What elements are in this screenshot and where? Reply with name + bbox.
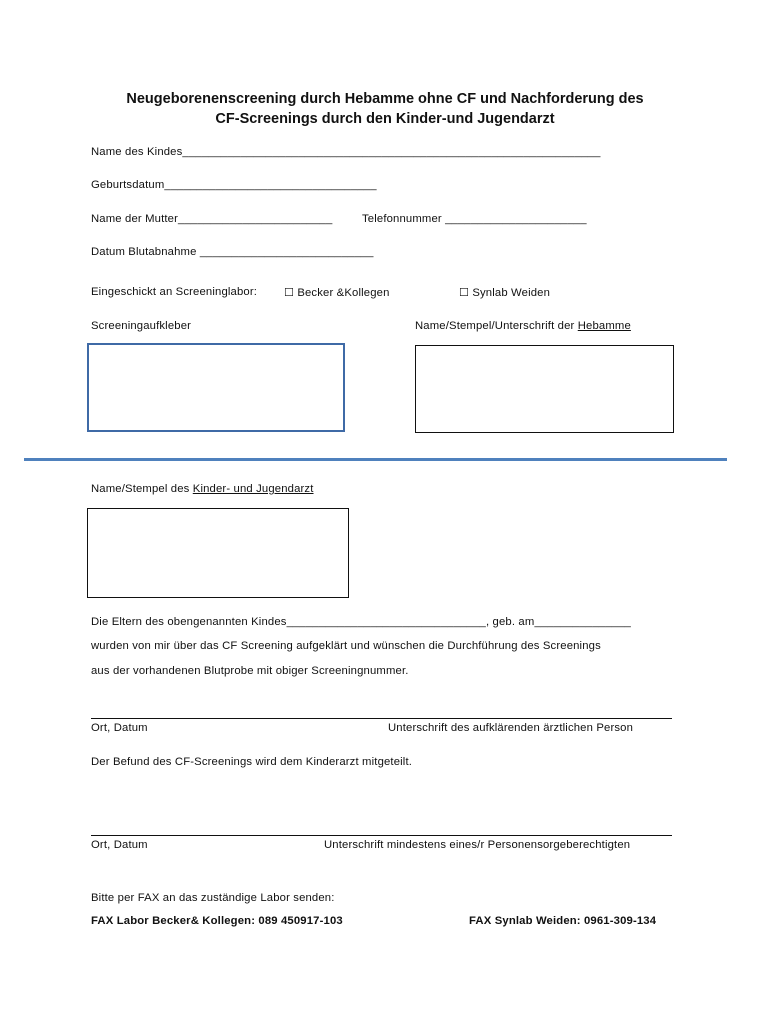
signature-line-2[interactable] (91, 835, 672, 836)
mother-name-field[interactable] (91, 213, 332, 225)
midwife-label (415, 320, 631, 332)
lab-option-synlab-label: Synlab Weiden (472, 287, 551, 299)
phone-label: Telefonnummer (362, 213, 442, 225)
sig1-place-date: Ort, Datum (91, 722, 148, 734)
sig1-signature-label: Unterschrift des aufklärenden ärztlichen Person (388, 722, 634, 734)
midwife-stamp-box[interactable] (415, 345, 674, 433)
blood-date-blank[interactable]: ___________________________ (199, 246, 374, 258)
birth-date-label: Geburtsdatum (91, 179, 165, 191)
phone-blank[interactable]: ______________________ (445, 213, 587, 225)
form-title-line-1: Neugeborenenscreening durch Hebamme ohne CF und Nachforderung des (126, 91, 644, 107)
child-name-field[interactable] (91, 146, 601, 158)
child-name-label: Name des Kindes (91, 146, 183, 158)
doctor-label (91, 483, 314, 495)
signature-line-1[interactable] (91, 718, 672, 719)
consent-line-1-b: , geb. am (485, 616, 535, 628)
midwife-label-underlined: Hebamme (577, 320, 631, 332)
fax-becker: FAX Labor Becker& Kollegen: 089 450917-103 (91, 915, 343, 927)
doctor-label-underlined: Kinder- und Jugendarzt (192, 483, 314, 495)
mother-name-blank[interactable]: ________________________ (178, 213, 333, 225)
midwife-label-text: Name/Stempel/Unterschrift der (415, 320, 575, 332)
checkbox-icon[interactable]: ☐ (284, 286, 295, 299)
fax-synlab: FAX Synlab Weiden: 0961-309-134 (469, 915, 657, 927)
consent-line-1[interactable] (91, 616, 631, 628)
lab-option-becker[interactable] (284, 286, 390, 299)
doctor-stamp-box[interactable] (87, 508, 349, 598)
lab-label: Eingeschickt an Screeninglabor: (91, 286, 258, 298)
consent-line-1-a: Die Eltern des obengenannten Kindes (91, 616, 287, 628)
result-note: Der Befund des CF-Screenings wird dem Kinderarzt mitgeteilt. (91, 756, 413, 768)
lab-option-becker-label: Becker &Kollegen (297, 287, 390, 299)
checkbox-icon[interactable]: ☐ (459, 286, 470, 299)
blood-date-label: Datum Blutabnahme (91, 246, 197, 258)
sig2-signature-label: Unterschrift mindestens eines/r Personensorgeberechtigten (324, 839, 631, 851)
consent-birth-blank[interactable]: _______________ (534, 616, 631, 628)
phone-field[interactable] (362, 213, 587, 225)
sig2-place-date: Ort, Datum (91, 839, 148, 851)
birth-date-field[interactable] (91, 179, 377, 191)
sticker-label: Screeningaufkleber (91, 320, 192, 332)
consent-child-blank[interactable]: _______________________________ (286, 616, 486, 628)
consent-line-3: aus der vorhandenen Blutprobe mit obiger Screeningnummer. (91, 665, 409, 677)
form-title (0, 89, 770, 129)
doctor-label-text: Name/Stempel des (91, 483, 190, 495)
lab-option-synlab[interactable] (459, 286, 550, 299)
mother-name-label: Name der Mutter (91, 213, 179, 225)
consent-line-2: wurden von mir über das CF Screening aufgeklärt und wünschen die Durchführung des Screenings (91, 640, 601, 652)
blood-date-field[interactable] (91, 246, 374, 258)
fax-intro: Bitte per FAX an das zuständige Labor senden: (91, 892, 335, 904)
screening-sticker-box[interactable] (87, 343, 345, 432)
form-title-line-2: CF-Screenings durch den Kinder-und Jugendarzt (215, 111, 555, 127)
section-divider (24, 458, 727, 461)
birth-date-blank[interactable]: _________________________________ (164, 179, 377, 191)
child-name-blank[interactable]: _________________________________________________________________ (182, 146, 601, 158)
